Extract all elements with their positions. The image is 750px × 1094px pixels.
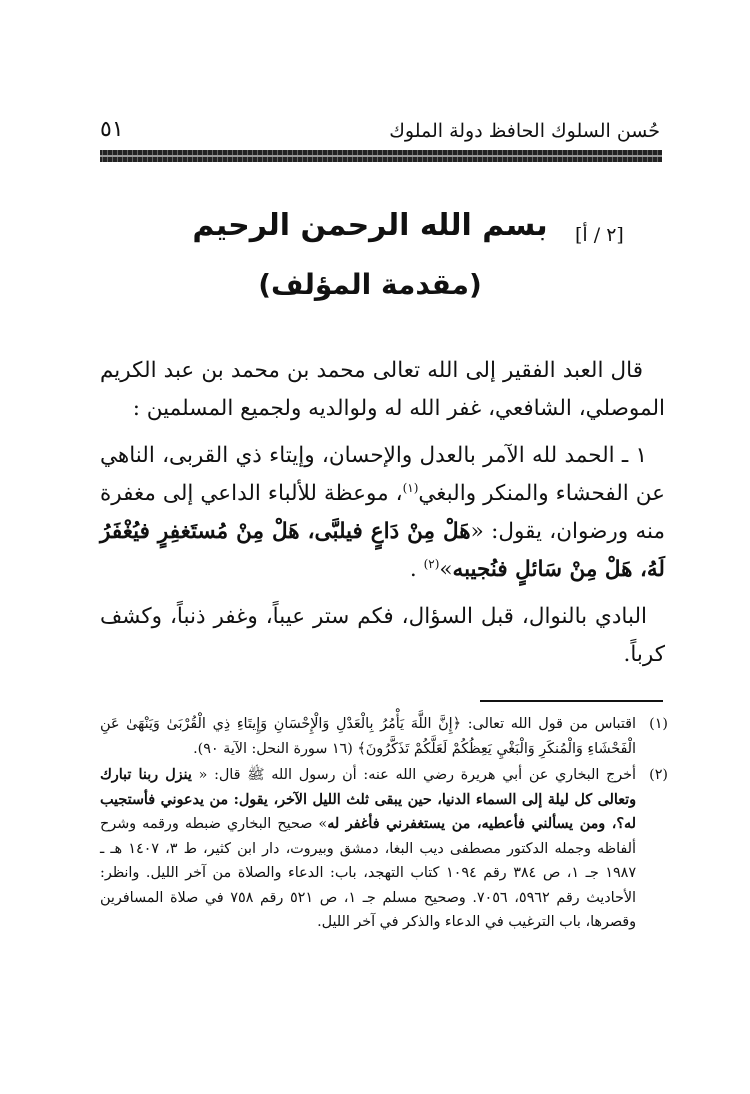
paragraph-hamd-d: . [409, 557, 424, 582]
paragraph-hamd [100, 437, 665, 589]
hadith-text: ينزل ربنا تبارك وتعالى كل ليلة إلى السماء الدنيا، حين يبقى ثلث الليل الآخر، يقول: من يدعوني فأستجيب له؟، ومن يسألني فأعطيه، من يستغفرني فأغفر له [100, 767, 637, 832]
footnote-2 [100, 763, 668, 935]
paragraph-hamd-b: ، موعظة للألباء الداعي إلى مغفرة منه ورضوان، يقول: « [100, 481, 665, 544]
header-rule [100, 150, 662, 162]
page-header [100, 112, 660, 142]
paragraph-hamd-a: ١ ـ الحمد لله الآمر بالعدل والإحسان، وإيتاء ذي القربى، الناهي عن الفحشاء والمنكر والبغي [100, 443, 665, 506]
section-title: (مقدمة المؤلف) [258, 268, 482, 301]
basmala-heading: بسم الله الرحمن الرحيم [192, 208, 548, 243]
footnote-text-c: » صحيح البخاري ضبطه ورقمه وشرح ألفاظه وجمله الدكتور مصطفى ديب البغا، دمشق وبيروت، دار ابن كثير، ط ٣، ١٤٠٧ هـ ـ ١٩٨٧ جـ ١، ص ٣٨٤ رقم ١٠٩٤ كتاب التهجد، باب: الدعاء والصلاة من آخر الليل. وانظر: الأحاديث رقم ٥٩٦٢، ٧٠٥٦. وصحيح مسلم جـ ١، ص ٥٢١ رقم ٧٥٨ في صلاة المسافرين وقصرها، باب الترغيب في الدعاء والذكر في آخر الليل. [100, 816, 637, 930]
footnote-text-a: أخرج البخاري عن أبي هريرة رضي الله عنه: أن رسول الله ﷺ قال: « [191, 767, 636, 783]
footnote-number: (١) [649, 716, 668, 732]
footnote-separator [480, 700, 663, 702]
main-text [100, 352, 665, 683]
paragraph-intro: قال العبد الفقير إلى الله تعالى محمد بن محمد بن عبد الكريم الموصلي، الشافعي، غفر الله له ولوالديه ولجميع المسلمين : [100, 358, 665, 421]
footnote-text [100, 763, 636, 935]
footnote-text-a: اقتباس من قول الله تعالى: [461, 716, 636, 732]
paragraph-badi: البادي بالنوال، قبل السؤال، فكم ستر عيباً، وغفر ذنباً، وكشف كرباً. [100, 604, 665, 667]
footnote-text [100, 712, 636, 761]
folio-marker: [٢ / أ] [575, 224, 624, 246]
footnotes [100, 712, 668, 937]
paragraph-hamd-c: » [439, 557, 453, 582]
footnote-number: (٢) [649, 767, 668, 783]
footnote-ref-1[interactable]: (١) [402, 480, 419, 495]
hadith-quote: هَلْ مِنْ دَاعٍ فيلبَّى، هَلْ مِنْ مُستَغفِرٍ فيُغْفَرُ لَهُ، هَلْ مِنْ سَائلٍ فنُجيبه [100, 519, 665, 582]
footnote-ref-2[interactable]: (٢) [423, 556, 440, 571]
footnote-text-c: (١٦ سورة النحل: الآية ٩٠). [193, 740, 358, 757]
footnote-1 [100, 712, 668, 761]
quran-quote: ﴿إِنَّ اللَّهَ يَأْمُرُ بِالْعَدْلِ وَالْإِحْسَانِ وَإِيتَاءِ ذِي الْقُرْبَىٰ وَيَنْهَىٰ عَنِ الْفَحْشَاءِ وَالْمُنكَرِ وَالْبَغْيِ يَعِظُكُمْ لَعَلَّكُمْ تَذَكَّرُونَ﴾ [100, 716, 636, 757]
page-number: ٥١ [100, 117, 124, 142]
running-title: حُسن السلوك الحافظ دولة الملوك [389, 120, 660, 142]
